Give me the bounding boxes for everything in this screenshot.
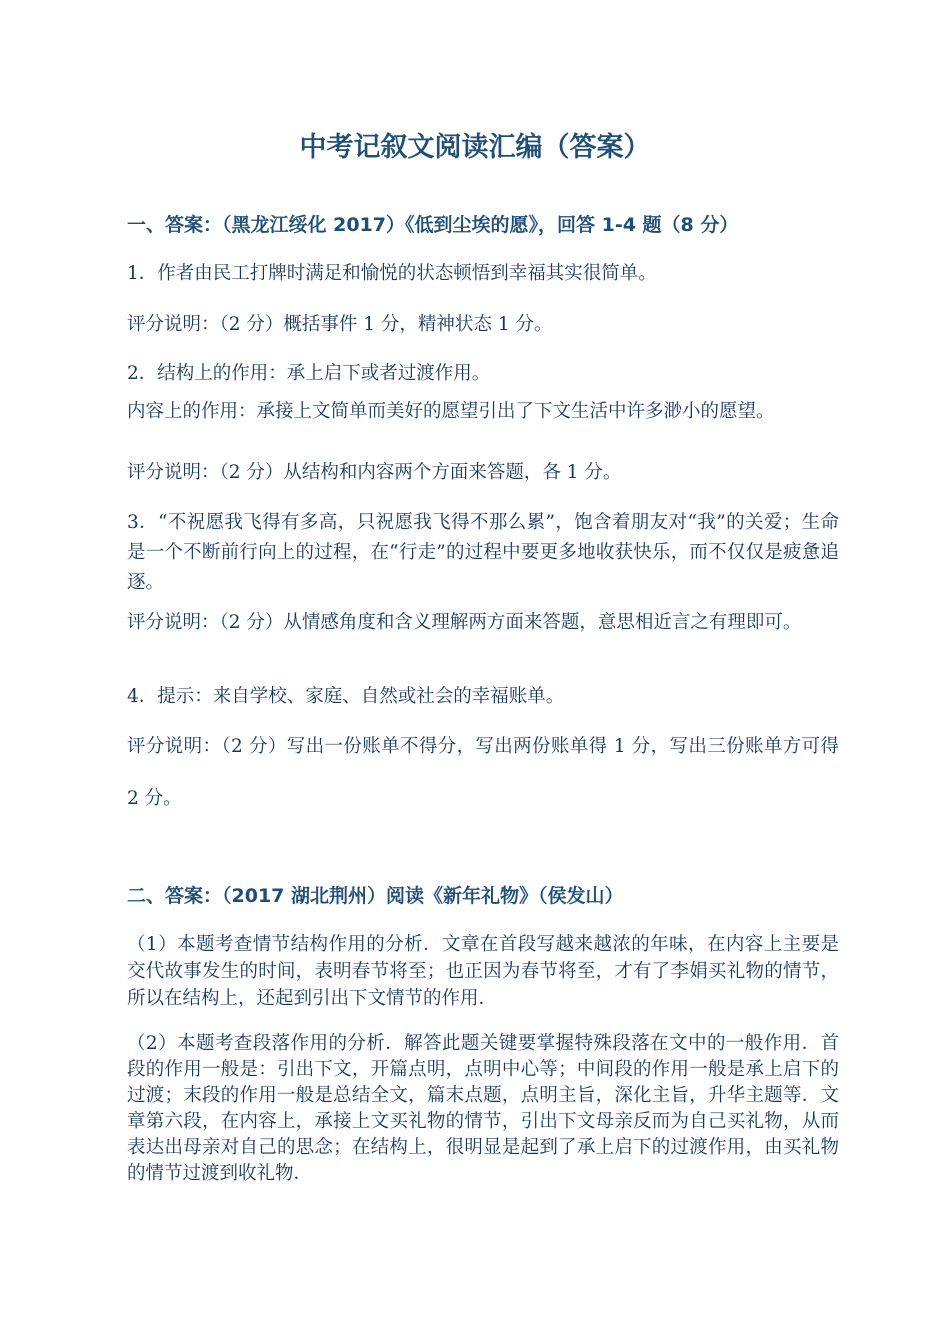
section-1-heading: 一、答案：（黑龙江绥化 2017）《低到尘埃的愿》，回答 1-4 题（8 分） [127, 214, 739, 236]
section-1-scoring-4: 评分说明：（2 分）写出一份账单不得分，写出两份账单得 1 分，写出三份账单方可得 2 分。 [127, 736, 839, 809]
section-1-scoring-3: 评分说明：（2 分）从情感角度和含义理解两方面来答题，意思相近言之有理即可。 [127, 612, 802, 633]
document-title: 中考记叙文阅读汇编（答案） [299, 132, 651, 163]
section-1-scoring-2: 评分说明：（2 分）从结构和内容两个方面来答题，各 1 分。 [127, 462, 622, 483]
section-1-scoring-1: 评分说明：（2 分）概括事件 1 分，精神状态 1 分。 [127, 314, 553, 335]
section-2-answer-2: （2）本题考查段落作用的分析．解答此题关键要掌握特殊段落在文中的一般作用．首段的作用一般是：引出下文，开篇点明，点明中心等；中间段的作用一般是承上启下的过渡；末段的作用一般是总结全文，篇末点题，点明主旨，深化主旨，升华主题等．文章第六段，在内容上，承接上文买礼物的情节，引出下文母亲反而为自己买礼物，从而表达出母亲对自己的思念；在结构上，很明显是起到了承上启下的过渡作用，由买礼物的情节过渡到收礼物． [127, 1033, 839, 1184]
section-2-heading: 二、答案：（2017 湖北荆州）阅读《新年礼物》（侯发山） [127, 885, 624, 907]
section-1-answer-4: 4．提示：来自学校、家庭、自然或社会的幸福账单。 [127, 686, 565, 707]
section-1-answer-2-content: 内容上的作用：承接上文简单而美好的愿望引出了下文生活中许多渺小的愿望。 [127, 401, 775, 422]
section-2-answer-1: （1）本题考查情节结构作用的分析．文章在首段写越来越浓的年味，在内容上主要是交代故事发生的时间，表明春节将至；也正因为春节将至，才有了李娟买礼物的情节，所以在结构上，还起到引出下文情节的作用． [127, 934, 839, 1009]
section-1-answer-2: 2．结构上的作用：承上启下或者过渡作用。 [127, 363, 491, 384]
section-1-answer-3: 3．“不祝愿我飞得有多高，只祝愿我飞得不那么累”，饱含着朋友对“我”的关爱；生命是一个不断前行向上的过程，在“行走”的过程中要更多地收获快乐，而不仅仅是疲惫追逐。 [127, 512, 839, 593]
section-1-answer-1: 1．作者由民工打牌时满足和愉悦的状态顿悟到幸福其实很简单。 [127, 263, 657, 284]
